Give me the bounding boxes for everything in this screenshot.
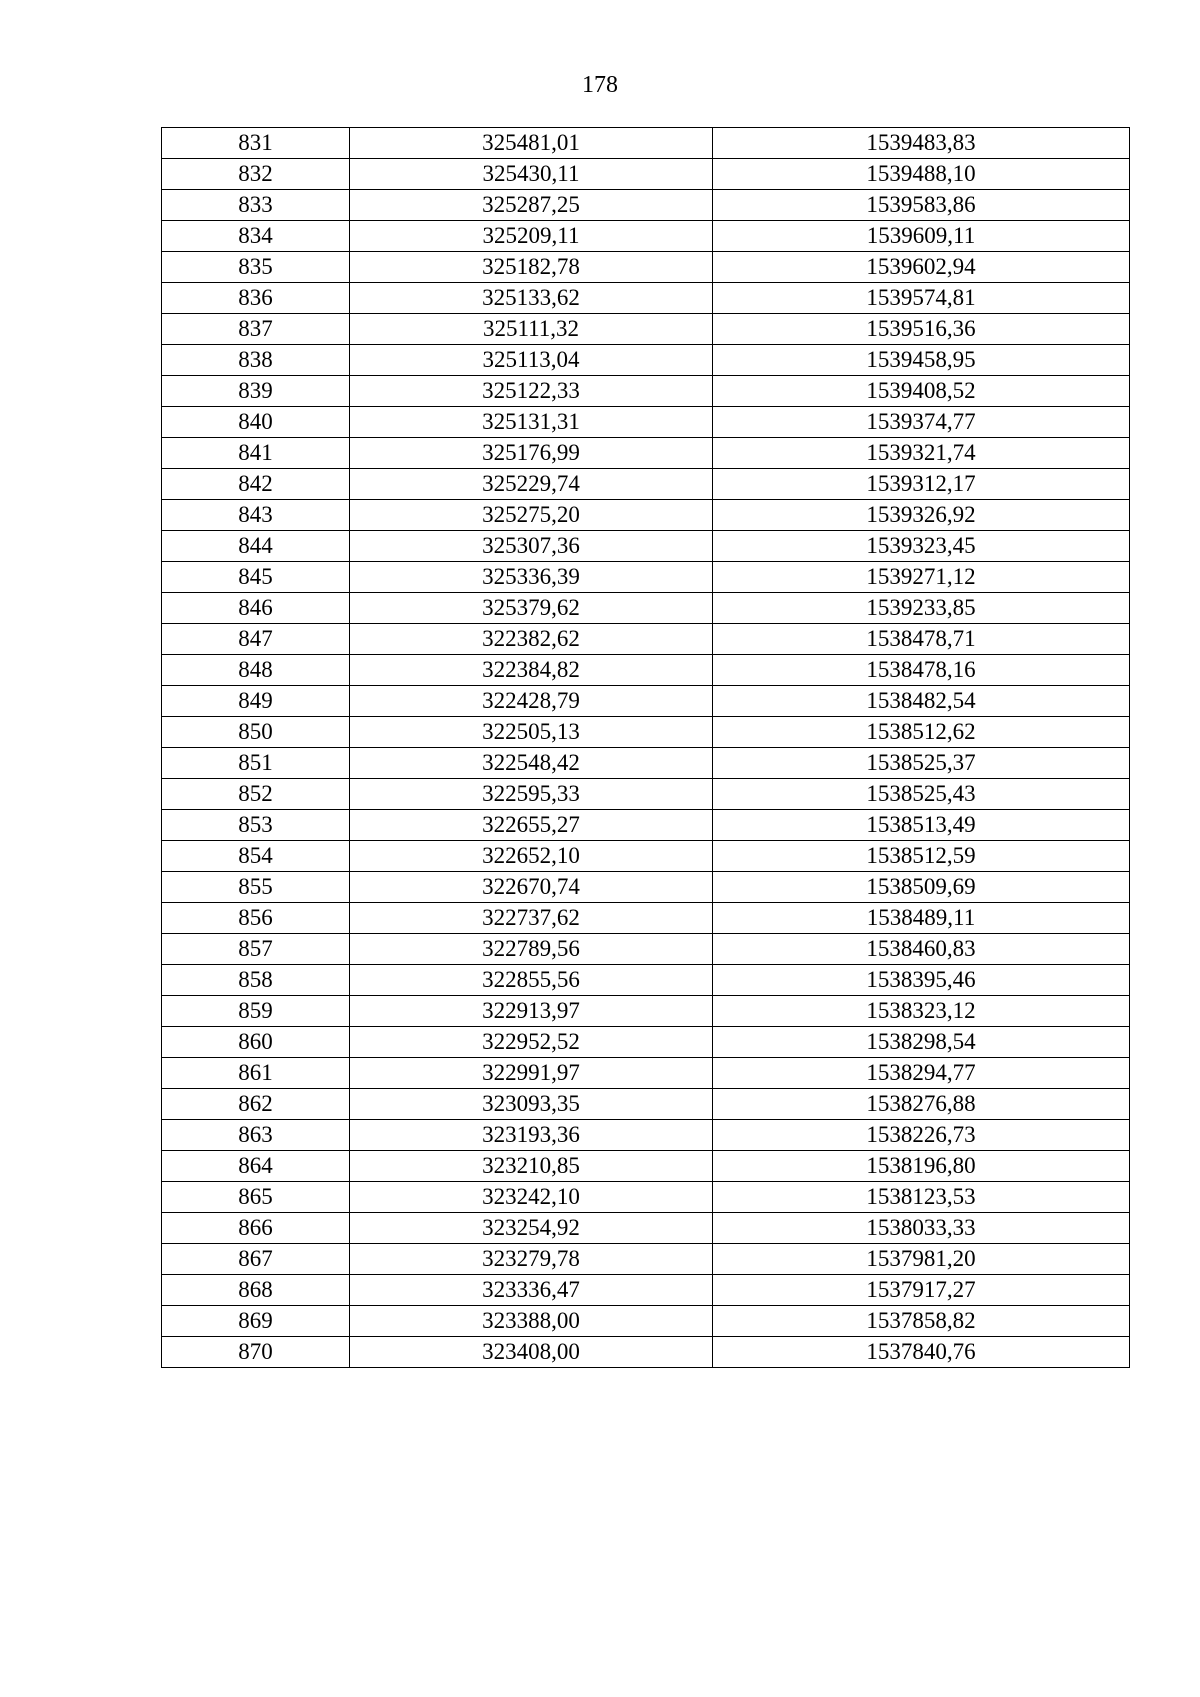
x-coordinate-cell: 325481,01 — [350, 128, 713, 159]
y-coordinate-cell: 1538395,46 — [713, 965, 1130, 996]
y-coordinate-cell: 1538294,77 — [713, 1058, 1130, 1089]
point-number-cell: 849 — [162, 686, 350, 717]
table-row — [162, 624, 1130, 655]
point-number-cell: 860 — [162, 1027, 350, 1058]
x-coordinate-cell: 322670,74 — [350, 872, 713, 903]
table-row — [162, 159, 1130, 190]
point-number-cell: 851 — [162, 748, 350, 779]
x-coordinate-cell: 325131,31 — [350, 407, 713, 438]
y-coordinate-cell: 1539602,94 — [713, 252, 1130, 283]
point-number-cell: 831 — [162, 128, 350, 159]
point-number-cell: 855 — [162, 872, 350, 903]
table-row — [162, 1089, 1130, 1120]
table-row — [162, 686, 1130, 717]
point-number-cell: 854 — [162, 841, 350, 872]
table-row — [162, 190, 1130, 221]
y-coordinate-cell: 1539321,74 — [713, 438, 1130, 469]
y-coordinate-cell: 1539408,52 — [713, 376, 1130, 407]
point-number-cell: 837 — [162, 314, 350, 345]
point-number-cell: 848 — [162, 655, 350, 686]
point-number-cell: 856 — [162, 903, 350, 934]
x-coordinate-cell: 322652,10 — [350, 841, 713, 872]
x-coordinate-cell: 323254,92 — [350, 1213, 713, 1244]
y-coordinate-cell: 1538033,33 — [713, 1213, 1130, 1244]
point-number-cell: 840 — [162, 407, 350, 438]
table-row — [162, 748, 1130, 779]
table-row — [162, 283, 1130, 314]
point-number-cell: 832 — [162, 159, 350, 190]
coordinates-table — [161, 127, 1130, 1368]
x-coordinate-cell: 322428,79 — [350, 686, 713, 717]
x-coordinate-cell: 322548,42 — [350, 748, 713, 779]
y-coordinate-cell: 1538489,11 — [713, 903, 1130, 934]
table-row — [162, 841, 1130, 872]
x-coordinate-cell: 323193,36 — [350, 1120, 713, 1151]
point-number-cell: 841 — [162, 438, 350, 469]
point-number-cell: 865 — [162, 1182, 350, 1213]
table-row — [162, 469, 1130, 500]
y-coordinate-cell: 1539483,83 — [713, 128, 1130, 159]
x-coordinate-cell: 325209,11 — [350, 221, 713, 252]
y-coordinate-cell: 1539609,11 — [713, 221, 1130, 252]
y-coordinate-cell: 1539583,86 — [713, 190, 1130, 221]
x-coordinate-cell: 323093,35 — [350, 1089, 713, 1120]
table-row — [162, 1027, 1130, 1058]
table-row — [162, 872, 1130, 903]
table-row — [162, 996, 1130, 1027]
point-number-cell: 863 — [162, 1120, 350, 1151]
table-row — [162, 1151, 1130, 1182]
point-number-cell: 867 — [162, 1244, 350, 1275]
x-coordinate-cell: 323408,00 — [350, 1337, 713, 1368]
table-row — [162, 1306, 1130, 1337]
y-coordinate-cell: 1539374,77 — [713, 407, 1130, 438]
y-coordinate-cell: 1537858,82 — [713, 1306, 1130, 1337]
table-row — [162, 1120, 1130, 1151]
table-row — [162, 531, 1130, 562]
y-coordinate-cell: 1537840,76 — [713, 1337, 1130, 1368]
y-coordinate-cell: 1538482,54 — [713, 686, 1130, 717]
table-row — [162, 934, 1130, 965]
table-row — [162, 655, 1130, 686]
table-row — [162, 562, 1130, 593]
point-number-cell: 839 — [162, 376, 350, 407]
table-row — [162, 1213, 1130, 1244]
x-coordinate-cell: 323279,78 — [350, 1244, 713, 1275]
table-row — [162, 1244, 1130, 1275]
x-coordinate-cell: 325111,32 — [350, 314, 713, 345]
x-coordinate-cell: 325287,25 — [350, 190, 713, 221]
table-row — [162, 221, 1130, 252]
table-row — [162, 1337, 1130, 1368]
x-coordinate-cell: 325113,04 — [350, 345, 713, 376]
y-coordinate-cell: 1538512,62 — [713, 717, 1130, 748]
x-coordinate-cell: 322382,62 — [350, 624, 713, 655]
y-coordinate-cell: 1538460,83 — [713, 934, 1130, 965]
y-coordinate-cell: 1539488,10 — [713, 159, 1130, 190]
y-coordinate-cell: 1539312,17 — [713, 469, 1130, 500]
table-row — [162, 252, 1130, 283]
x-coordinate-cell: 322952,52 — [350, 1027, 713, 1058]
x-coordinate-cell: 323210,85 — [350, 1151, 713, 1182]
x-coordinate-cell: 325182,78 — [350, 252, 713, 283]
x-coordinate-cell: 325307,36 — [350, 531, 713, 562]
x-coordinate-cell: 322655,27 — [350, 810, 713, 841]
point-number-cell: 866 — [162, 1213, 350, 1244]
y-coordinate-cell: 1538123,53 — [713, 1182, 1130, 1213]
table-row — [162, 438, 1130, 469]
table-row — [162, 810, 1130, 841]
point-number-cell: 835 — [162, 252, 350, 283]
table-row — [162, 779, 1130, 810]
y-coordinate-cell: 1539271,12 — [713, 562, 1130, 593]
x-coordinate-cell: 323242,10 — [350, 1182, 713, 1213]
point-number-cell: 861 — [162, 1058, 350, 1089]
x-coordinate-cell: 325176,99 — [350, 438, 713, 469]
table-row — [162, 314, 1130, 345]
x-coordinate-cell: 322384,82 — [350, 655, 713, 686]
table-row — [162, 903, 1130, 934]
x-coordinate-cell: 323336,47 — [350, 1275, 713, 1306]
x-coordinate-cell: 325133,62 — [350, 283, 713, 314]
point-number-cell: 845 — [162, 562, 350, 593]
y-coordinate-cell: 1539323,45 — [713, 531, 1130, 562]
table-row — [162, 1182, 1130, 1213]
x-coordinate-cell: 325379,62 — [350, 593, 713, 624]
x-coordinate-cell: 325275,20 — [350, 500, 713, 531]
point-number-cell: 838 — [162, 345, 350, 376]
y-coordinate-cell: 1537917,27 — [713, 1275, 1130, 1306]
table-row — [162, 717, 1130, 748]
point-number-cell: 834 — [162, 221, 350, 252]
point-number-cell: 843 — [162, 500, 350, 531]
y-coordinate-cell: 1537981,20 — [713, 1244, 1130, 1275]
point-number-cell: 864 — [162, 1151, 350, 1182]
x-coordinate-cell: 322737,62 — [350, 903, 713, 934]
y-coordinate-cell: 1538512,59 — [713, 841, 1130, 872]
y-coordinate-cell: 1539574,81 — [713, 283, 1130, 314]
table-row — [162, 407, 1130, 438]
point-number-cell: 842 — [162, 469, 350, 500]
coordinates-table-body — [162, 128, 1130, 1368]
point-number-cell: 833 — [162, 190, 350, 221]
x-coordinate-cell: 325430,11 — [350, 159, 713, 190]
x-coordinate-cell: 322855,56 — [350, 965, 713, 996]
x-coordinate-cell: 325336,39 — [350, 562, 713, 593]
y-coordinate-cell: 1538525,37 — [713, 748, 1130, 779]
point-number-cell: 868 — [162, 1275, 350, 1306]
y-coordinate-cell: 1538226,73 — [713, 1120, 1130, 1151]
x-coordinate-cell: 322505,13 — [350, 717, 713, 748]
point-number-cell: 846 — [162, 593, 350, 624]
y-coordinate-cell: 1539458,95 — [713, 345, 1130, 376]
point-number-cell: 857 — [162, 934, 350, 965]
table-row — [162, 1058, 1130, 1089]
y-coordinate-cell: 1538276,88 — [713, 1089, 1130, 1120]
y-coordinate-cell: 1538298,54 — [713, 1027, 1130, 1058]
y-coordinate-cell: 1539233,85 — [713, 593, 1130, 624]
x-coordinate-cell: 323388,00 — [350, 1306, 713, 1337]
y-coordinate-cell: 1538196,80 — [713, 1151, 1130, 1182]
table-row — [162, 345, 1130, 376]
x-coordinate-cell: 322913,97 — [350, 996, 713, 1027]
y-coordinate-cell: 1538513,49 — [713, 810, 1130, 841]
y-coordinate-cell: 1538478,16 — [713, 655, 1130, 686]
point-number-cell: 869 — [162, 1306, 350, 1337]
point-number-cell: 870 — [162, 1337, 350, 1368]
y-coordinate-cell: 1539326,92 — [713, 500, 1130, 531]
y-coordinate-cell: 1538509,69 — [713, 872, 1130, 903]
y-coordinate-cell: 1539516,36 — [713, 314, 1130, 345]
point-number-cell: 836 — [162, 283, 350, 314]
point-number-cell: 858 — [162, 965, 350, 996]
table-row — [162, 500, 1130, 531]
point-number-cell: 862 — [162, 1089, 350, 1120]
point-number-cell: 844 — [162, 531, 350, 562]
x-coordinate-cell: 325229,74 — [350, 469, 713, 500]
y-coordinate-cell: 1538323,12 — [713, 996, 1130, 1027]
point-number-cell: 847 — [162, 624, 350, 655]
y-coordinate-cell: 1538478,71 — [713, 624, 1130, 655]
x-coordinate-cell: 322595,33 — [350, 779, 713, 810]
table-row — [162, 1275, 1130, 1306]
y-coordinate-cell: 1538525,43 — [713, 779, 1130, 810]
page-number: 178 — [582, 72, 618, 98]
x-coordinate-cell: 322991,97 — [350, 1058, 713, 1089]
table-row — [162, 965, 1130, 996]
point-number-cell: 852 — [162, 779, 350, 810]
point-number-cell: 859 — [162, 996, 350, 1027]
table-row — [162, 593, 1130, 624]
x-coordinate-cell: 322789,56 — [350, 934, 713, 965]
point-number-cell: 853 — [162, 810, 350, 841]
table-row — [162, 128, 1130, 159]
point-number-cell: 850 — [162, 717, 350, 748]
x-coordinate-cell: 325122,33 — [350, 376, 713, 407]
table-row — [162, 376, 1130, 407]
